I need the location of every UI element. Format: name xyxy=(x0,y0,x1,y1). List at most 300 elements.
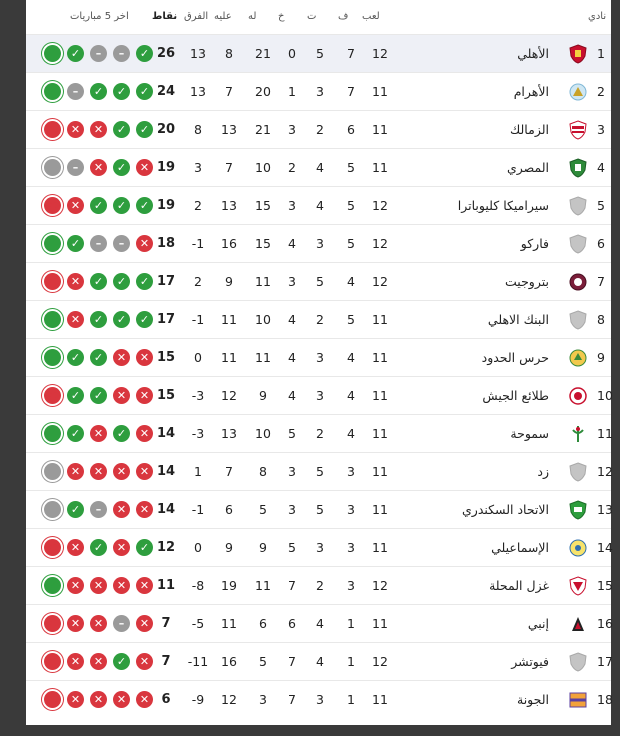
cell-ga: 7 xyxy=(225,160,233,175)
loss-icon: ✕ xyxy=(90,159,107,176)
cell-pts: 20 xyxy=(156,122,176,137)
position: 13 xyxy=(597,502,613,517)
loss-icon: ✕ xyxy=(90,577,107,594)
win-icon: ✓ xyxy=(67,501,84,518)
loss-icon: ✕ xyxy=(136,349,153,366)
team-name[interactable]: سموحة xyxy=(510,426,549,441)
cell-lost: 7 xyxy=(288,578,296,593)
team-name[interactable]: طلائع الجيش xyxy=(482,388,549,403)
position: 18 xyxy=(597,692,613,707)
cell-played: 11 xyxy=(372,84,388,99)
cell-played: 12 xyxy=(372,198,388,213)
header-drawn: ت xyxy=(307,11,317,22)
cell-diff: 2 xyxy=(194,274,202,289)
cell-won: 4 xyxy=(347,388,355,403)
team-name[interactable]: الإسماعيلي xyxy=(491,540,549,555)
win-icon: ✓ xyxy=(136,121,153,138)
cell-lost: 3 xyxy=(288,122,296,137)
win-icon: ✓ xyxy=(44,349,61,366)
zamalek-logo-icon xyxy=(569,120,587,140)
cell-ga: 9 xyxy=(225,540,233,555)
cell-gf: 9 xyxy=(259,388,267,403)
table-row[interactable] xyxy=(26,72,611,111)
loss-icon: ✕ xyxy=(44,273,61,290)
cell-gf: 11 xyxy=(255,274,271,289)
draw-icon: – xyxy=(90,235,107,252)
table-row[interactable] xyxy=(26,566,611,605)
header-club: نادي xyxy=(588,11,607,22)
win-icon: ✓ xyxy=(44,235,61,252)
loss-icon: ✕ xyxy=(90,615,107,632)
team-name[interactable]: سيراميكا كليوباترا xyxy=(457,198,549,213)
team-name[interactable]: الاتحاد السكندري xyxy=(462,502,549,517)
cell-gf: 10 xyxy=(255,312,271,327)
loss-icon: ✕ xyxy=(67,311,84,328)
cell-drawn: 4 xyxy=(316,160,324,175)
cell-won: 3 xyxy=(347,540,355,555)
team-name[interactable]: الأهرام xyxy=(513,84,549,99)
header-for: له xyxy=(248,11,257,22)
cell-won: 1 xyxy=(347,616,355,631)
cell-diff: 1 xyxy=(194,464,202,479)
cell-gf: 21 xyxy=(255,46,271,61)
shield-logo-icon xyxy=(569,196,587,216)
cell-won: 6 xyxy=(347,122,355,137)
team-name[interactable]: غزل المحلة xyxy=(489,578,549,593)
loss-icon: ✕ xyxy=(136,235,153,252)
cell-diff: -5 xyxy=(191,616,205,631)
cell-diff: -1 xyxy=(191,312,205,327)
cell-gf: 5 xyxy=(259,654,267,669)
cell-ga: 11 xyxy=(221,350,237,365)
cell-drawn: 5 xyxy=(316,274,324,289)
loss-icon: ✕ xyxy=(44,615,61,632)
header-lost: خ xyxy=(278,11,285,22)
cell-played: 11 xyxy=(372,464,388,479)
cell-won: 5 xyxy=(347,160,355,175)
table-row[interactable] xyxy=(26,300,611,339)
table-row[interactable] xyxy=(26,148,611,187)
cell-diff: 13 xyxy=(190,46,206,61)
cell-lost: 5 xyxy=(288,540,296,555)
form-strip xyxy=(44,653,156,671)
standings-table xyxy=(26,0,611,725)
table-row[interactable] xyxy=(26,414,611,453)
loss-icon: ✕ xyxy=(136,653,153,670)
win-icon: ✓ xyxy=(113,311,130,328)
cell-gf: 11 xyxy=(255,578,271,593)
win-icon: ✓ xyxy=(113,121,130,138)
loss-icon: ✕ xyxy=(67,121,84,138)
win-icon: ✓ xyxy=(113,83,130,100)
cell-played: 12 xyxy=(372,578,388,593)
cell-played: 11 xyxy=(372,692,388,707)
cell-ga: 13 xyxy=(221,198,237,213)
cell-won: 4 xyxy=(347,274,355,289)
cell-played: 11 xyxy=(372,388,388,403)
position: 4 xyxy=(597,160,605,175)
cell-played: 12 xyxy=(372,236,388,251)
cell-diff: 0 xyxy=(194,540,202,555)
cell-pts: 19 xyxy=(156,198,176,213)
cell-played: 11 xyxy=(372,160,388,175)
win-icon: ✓ xyxy=(67,349,84,366)
loss-icon: ✕ xyxy=(113,387,130,404)
cell-drawn: 3 xyxy=(316,540,324,555)
loss-icon: ✕ xyxy=(113,577,130,594)
loss-icon: ✕ xyxy=(44,691,61,708)
gouna-logo-icon xyxy=(569,690,587,710)
table-row[interactable] xyxy=(26,262,611,301)
cell-pts: 14 xyxy=(156,464,176,479)
cell-pts: 14 xyxy=(156,426,176,441)
loss-icon: ✕ xyxy=(90,463,107,480)
draw-icon: – xyxy=(90,501,107,518)
cell-ga: 7 xyxy=(225,464,233,479)
position: 5 xyxy=(597,198,605,213)
draw-icon: – xyxy=(44,463,61,480)
cell-drawn: 4 xyxy=(316,616,324,631)
form-strip xyxy=(44,577,156,595)
ismaily-logo-icon xyxy=(569,538,587,558)
talaea-logo-icon xyxy=(569,386,587,406)
cell-played: 11 xyxy=(372,312,388,327)
win-icon: ✓ xyxy=(113,425,130,442)
loss-icon: ✕ xyxy=(113,691,130,708)
draw-icon: – xyxy=(67,159,84,176)
shield-logo-icon xyxy=(569,234,587,254)
form-strip xyxy=(44,387,156,405)
loss-icon: ✕ xyxy=(67,691,84,708)
win-icon: ✓ xyxy=(90,349,107,366)
win-icon: ✓ xyxy=(44,577,61,594)
form-strip xyxy=(44,463,156,481)
win-icon: ✓ xyxy=(136,197,153,214)
cell-drawn: 3 xyxy=(316,84,324,99)
form-strip xyxy=(44,539,156,557)
cell-ga: 7 xyxy=(225,84,233,99)
shield-logo-icon xyxy=(569,652,587,672)
cell-gf: 10 xyxy=(255,160,271,175)
win-icon: ✓ xyxy=(44,45,61,62)
cell-lost: 5 xyxy=(288,426,296,441)
win-icon: ✓ xyxy=(136,45,153,62)
cell-diff: 2 xyxy=(194,198,202,213)
cell-won: 7 xyxy=(347,84,355,99)
loss-icon: ✕ xyxy=(136,615,153,632)
position: 2 xyxy=(597,84,605,99)
win-icon: ✓ xyxy=(90,311,107,328)
loss-icon: ✕ xyxy=(67,615,84,632)
table-row[interactable] xyxy=(26,34,611,73)
win-icon: ✓ xyxy=(67,235,84,252)
win-icon: ✓ xyxy=(90,83,107,100)
win-icon: ✓ xyxy=(44,311,61,328)
loss-icon: ✕ xyxy=(136,577,153,594)
cell-pts: 15 xyxy=(156,350,176,365)
cell-pts: 14 xyxy=(156,502,176,517)
cell-gf: 10 xyxy=(255,426,271,441)
win-icon: ✓ xyxy=(90,197,107,214)
form-strip xyxy=(44,45,156,63)
cell-won: 3 xyxy=(347,464,355,479)
cell-pts: 7 xyxy=(161,654,171,669)
cell-won: 5 xyxy=(347,236,355,251)
loss-icon: ✕ xyxy=(67,653,84,670)
cell-drawn: 3 xyxy=(316,388,324,403)
cell-drawn: 5 xyxy=(316,464,324,479)
form-strip xyxy=(44,83,156,101)
cell-gf: 9 xyxy=(259,540,267,555)
draw-icon: – xyxy=(44,159,61,176)
header-won: ف xyxy=(338,11,349,22)
table-row[interactable] xyxy=(26,338,611,377)
header-points: نقاط xyxy=(152,11,178,22)
cell-drawn: 5 xyxy=(316,46,324,61)
cell-ga: 11 xyxy=(221,312,237,327)
loss-icon: ✕ xyxy=(67,463,84,480)
cell-lost: 6 xyxy=(288,616,296,631)
team-name[interactable]: زد xyxy=(537,464,549,479)
draw-icon: – xyxy=(113,615,130,632)
cell-lost: 1 xyxy=(288,84,296,99)
table-row[interactable] xyxy=(26,452,611,491)
cell-played: 11 xyxy=(372,122,388,137)
win-icon: ✓ xyxy=(44,83,61,100)
cell-pts: 11 xyxy=(156,578,176,593)
loss-icon: ✕ xyxy=(90,121,107,138)
loss-icon: ✕ xyxy=(90,425,107,442)
cell-diff: 13 xyxy=(190,84,206,99)
cell-lost: 3 xyxy=(288,502,296,517)
cell-lost: 7 xyxy=(288,692,296,707)
cell-diff: 3 xyxy=(194,160,202,175)
cell-pts: 7 xyxy=(161,616,171,631)
loss-icon: ✕ xyxy=(136,159,153,176)
cell-gf: 15 xyxy=(255,198,271,213)
table-row[interactable] xyxy=(26,224,611,263)
enppi-logo-icon xyxy=(569,614,587,634)
position: 3 xyxy=(597,122,605,137)
cell-won: 5 xyxy=(347,312,355,327)
team-name[interactable]: المصري xyxy=(506,160,549,175)
cell-diff: -11 xyxy=(187,654,209,669)
loss-icon: ✕ xyxy=(113,539,130,556)
loss-icon: ✕ xyxy=(44,387,61,404)
position: 10 xyxy=(597,388,613,403)
cell-pts: 17 xyxy=(156,312,176,327)
position: 9 xyxy=(597,350,605,365)
table-row[interactable] xyxy=(26,680,611,719)
smouha-logo-icon xyxy=(569,424,587,444)
team-name[interactable]: فاركو xyxy=(520,236,549,251)
cell-lost: 3 xyxy=(288,464,296,479)
cell-pts: 6 xyxy=(161,692,171,707)
loss-icon: ✕ xyxy=(136,691,153,708)
cell-played: 12 xyxy=(372,274,388,289)
loss-icon: ✕ xyxy=(44,539,61,556)
team-name[interactable]: حرس الحدود xyxy=(481,350,549,365)
form-strip xyxy=(44,197,156,215)
loss-icon: ✕ xyxy=(67,539,84,556)
cell-played: 12 xyxy=(372,654,388,669)
win-icon: ✓ xyxy=(113,273,130,290)
cell-pts: 26 xyxy=(156,46,176,61)
cell-drawn: 4 xyxy=(316,198,324,213)
position: 12 xyxy=(597,464,613,479)
cell-played: 11 xyxy=(372,502,388,517)
draw-icon: – xyxy=(90,45,107,62)
loss-icon: ✕ xyxy=(44,197,61,214)
cell-lost: 3 xyxy=(288,274,296,289)
form-strip xyxy=(44,311,156,329)
cell-ga: 9 xyxy=(225,274,233,289)
loss-icon: ✕ xyxy=(136,463,153,480)
win-icon: ✓ xyxy=(136,539,153,556)
cell-ga: 13 xyxy=(221,426,237,441)
loss-icon: ✕ xyxy=(136,501,153,518)
team-name[interactable]: الزمالك xyxy=(509,122,549,137)
cell-lost: 0 xyxy=(288,46,296,61)
win-icon: ✓ xyxy=(67,387,84,404)
cell-drawn: 3 xyxy=(316,692,324,707)
cell-diff: -3 xyxy=(191,426,205,441)
form-strip xyxy=(44,691,156,709)
header-played: لعب xyxy=(362,11,380,22)
cell-won: 1 xyxy=(347,654,355,669)
cell-played: 11 xyxy=(372,426,388,441)
cell-played: 11 xyxy=(372,616,388,631)
cell-gf: 5 xyxy=(259,502,267,517)
position: 11 xyxy=(597,426,613,441)
cell-gf: 6 xyxy=(259,616,267,631)
table-row[interactable] xyxy=(26,528,611,567)
cell-lost: 7 xyxy=(288,654,296,669)
position: 16 xyxy=(597,616,613,631)
table-row[interactable] xyxy=(26,490,611,529)
form-strip xyxy=(44,425,156,443)
ittihad-logo-icon xyxy=(569,500,587,520)
cell-played: 12 xyxy=(372,46,388,61)
team-name[interactable]: الأهلي xyxy=(517,46,549,61)
win-icon: ✓ xyxy=(136,311,153,328)
draw-icon: – xyxy=(44,501,61,518)
cell-gf: 20 xyxy=(255,84,271,99)
cell-diff: -9 xyxy=(191,692,205,707)
table-row[interactable] xyxy=(26,604,611,643)
ghazl-logo-icon xyxy=(569,576,587,596)
cell-won: 4 xyxy=(347,426,355,441)
draw-icon: – xyxy=(113,235,130,252)
haras-logo-icon xyxy=(569,348,587,368)
cell-diff: -8 xyxy=(191,578,205,593)
loss-icon: ✕ xyxy=(136,387,153,404)
cell-lost: 2 xyxy=(288,160,296,175)
table-row[interactable] xyxy=(26,186,611,225)
position: 14 xyxy=(597,540,613,555)
cell-pts: 12 xyxy=(156,540,176,555)
position: 15 xyxy=(597,578,613,593)
cell-lost: 4 xyxy=(288,350,296,365)
loss-icon: ✕ xyxy=(67,577,84,594)
loss-icon: ✕ xyxy=(113,463,130,480)
team-name[interactable]: البنك الاهلي xyxy=(487,312,549,327)
position: 17 xyxy=(597,654,613,669)
cell-pts: 17 xyxy=(156,274,176,289)
cell-gf: 3 xyxy=(259,692,267,707)
team-name[interactable]: الجونة xyxy=(517,692,549,707)
loss-icon: ✕ xyxy=(67,273,84,290)
shield-logo-icon xyxy=(569,462,587,482)
form-strip xyxy=(44,349,156,367)
cell-pts: 18 xyxy=(156,236,176,251)
cell-diff: -1 xyxy=(191,502,205,517)
team-name[interactable]: إنبي xyxy=(527,616,549,631)
cell-lost: 4 xyxy=(288,388,296,403)
cell-won: 1 xyxy=(347,692,355,707)
form-strip xyxy=(44,615,156,633)
cell-pts: 19 xyxy=(156,160,176,175)
cell-ga: 13 xyxy=(221,122,237,137)
table-row[interactable] xyxy=(26,642,611,681)
table-row[interactable] xyxy=(26,110,611,149)
cell-played: 11 xyxy=(372,350,388,365)
position: 6 xyxy=(597,236,605,251)
team-name[interactable]: بتروجيت xyxy=(505,274,549,289)
cell-ga: 16 xyxy=(221,236,237,251)
cell-ga: 12 xyxy=(221,692,237,707)
table-row[interactable] xyxy=(26,376,611,415)
cell-ga: 19 xyxy=(221,578,237,593)
loss-icon: ✕ xyxy=(44,121,61,138)
form-strip xyxy=(44,159,156,177)
cell-ga: 11 xyxy=(221,616,237,631)
cell-drawn: 2 xyxy=(316,312,324,327)
cell-diff: 0 xyxy=(194,350,202,365)
cell-pts: 15 xyxy=(156,388,176,403)
win-icon: ✓ xyxy=(113,197,130,214)
form-strip xyxy=(44,501,156,519)
cell-drawn: 3 xyxy=(316,350,324,365)
ahly-logo-icon xyxy=(569,44,587,64)
masry-logo-icon xyxy=(569,158,587,178)
cell-ga: 6 xyxy=(225,502,233,517)
cell-gf: 8 xyxy=(259,464,267,479)
cell-drawn: 2 xyxy=(316,578,324,593)
team-name[interactable]: فيوتشر xyxy=(511,654,549,669)
win-icon: ✓ xyxy=(67,45,84,62)
cell-diff: 8 xyxy=(194,122,202,137)
cell-won: 4 xyxy=(347,350,355,365)
cell-lost: 3 xyxy=(288,198,296,213)
win-icon: ✓ xyxy=(113,653,130,670)
win-icon: ✓ xyxy=(90,273,107,290)
loss-icon: ✕ xyxy=(67,197,84,214)
win-icon: ✓ xyxy=(90,387,107,404)
cell-ga: 8 xyxy=(225,46,233,61)
header-against: عليه xyxy=(214,11,232,22)
position: 7 xyxy=(597,274,605,289)
cell-pts: 24 xyxy=(156,84,176,99)
form-strip xyxy=(44,235,156,253)
header-diff: الفرق xyxy=(184,11,209,22)
header-form: اخر 5 مباريات xyxy=(70,11,129,22)
cell-drawn: 3 xyxy=(316,236,324,251)
loss-icon: ✕ xyxy=(113,501,130,518)
cell-gf: 11 xyxy=(255,350,271,365)
win-icon: ✓ xyxy=(136,273,153,290)
cell-won: 3 xyxy=(347,502,355,517)
